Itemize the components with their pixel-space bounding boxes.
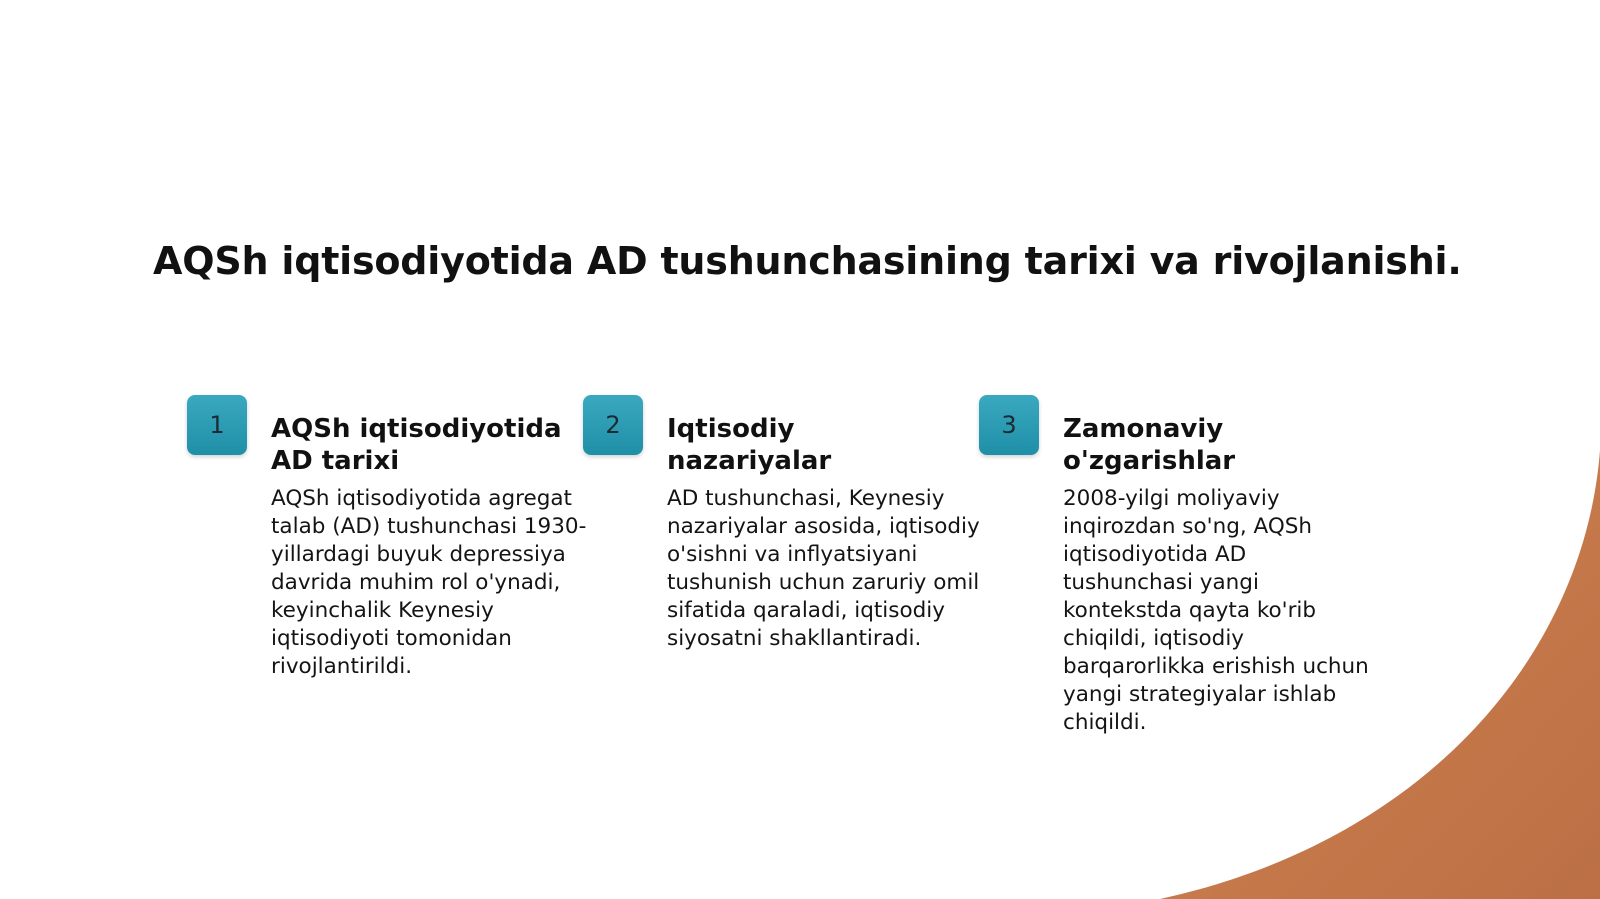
step-card-1 xyxy=(187,395,587,735)
step-card-3 xyxy=(979,395,1369,735)
step-number-badge: 3 xyxy=(979,395,1039,455)
slide-title: AQSh iqtisodiyotida AD tushunchasining tarixi va rivojlanishi. xyxy=(153,239,1462,283)
step-description: 2008-yilgi moliyaviy inqirozdan so'ng, AQSh iqtisodiyotida AD tushunchasi yangi kontekstda qayta ko'rib chiqildi, iqtisodiy barqarorlikka erishish uchun yangi strategiyalar ishlab chiqildi. xyxy=(1063,486,1369,735)
step-title: Zamonaviy o'zgarishlar xyxy=(1063,414,1236,476)
step-description: AD tushunchasi, Keynesiy nazariyalar asosida, iqtisodiy o'sishni va inflyatsiyani tushunish uchun zaruriy omil sifatida qaraladi, iqtisodiy siyosatni shakllantiradi. xyxy=(667,486,980,651)
step-card-2 xyxy=(583,395,980,735)
step-title: Iqtisodiy nazariyalar xyxy=(667,414,832,476)
step-title: AQSh iqtisodiyotida AD tarixi xyxy=(271,414,562,476)
step-number-badge: 2 xyxy=(583,395,643,455)
step-description: AQSh iqtisodiyotida agregat talab (AD) tushunchasi 1930-yillardagi buyuk depressiya davrida muhim rol o'ynadi, keyinchalik Keynesiy iqtisodiyoti tomonidan rivojlantirildi. xyxy=(271,486,587,679)
step-number-badge: 1 xyxy=(187,395,247,455)
